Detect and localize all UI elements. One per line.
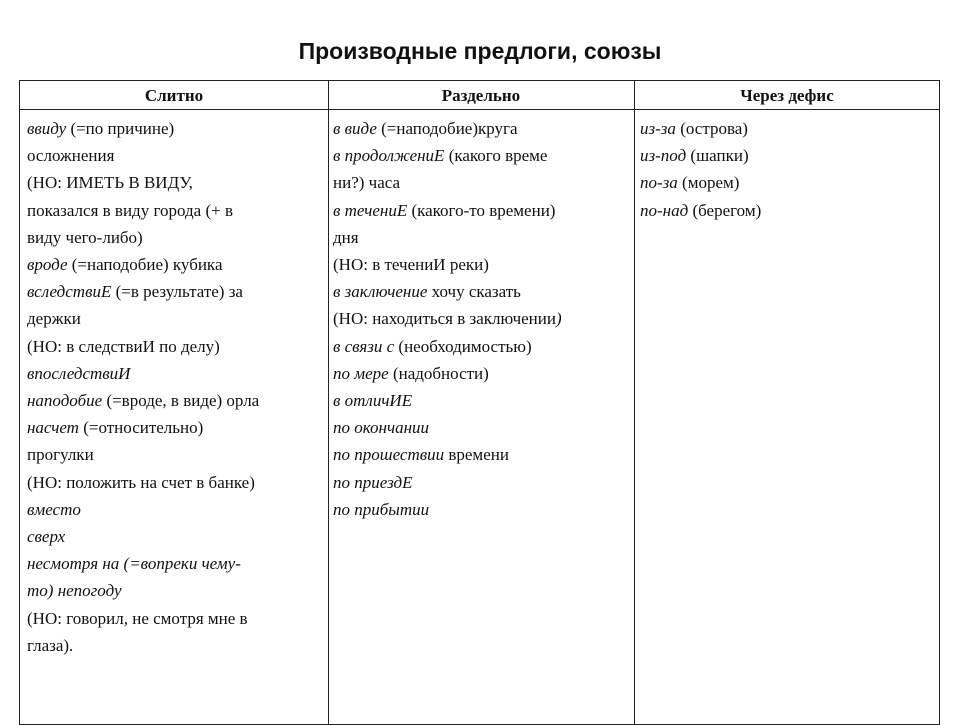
header-together: Слитно xyxy=(144,86,204,105)
plain-text: (=наподобие)круга xyxy=(376,119,518,138)
plain-text: (НО: ИМЕТЬ В ВИДУ, xyxy=(27,173,193,193)
plain-text: глаза). xyxy=(27,635,74,655)
plain-text: (НО: в течениИ реки) xyxy=(333,255,489,275)
plain-text: (острова) xyxy=(675,119,748,138)
italic-term: ) xyxy=(555,309,562,329)
table-line xyxy=(27,197,325,224)
italic-term: по окончании xyxy=(333,418,430,438)
spelling-table xyxy=(19,80,940,725)
table-line xyxy=(27,577,325,604)
table-line xyxy=(333,115,631,142)
table-line xyxy=(333,197,631,224)
italic-term: по мере xyxy=(333,363,389,383)
header-divider xyxy=(20,109,939,110)
column-hyphen xyxy=(640,115,936,224)
italic-term: ввиду xyxy=(27,119,67,138)
column-divider xyxy=(634,81,635,724)
italic-term: насчет xyxy=(27,418,79,438)
table-line xyxy=(333,169,631,196)
plain-text: (берегом) xyxy=(688,200,762,220)
table-line xyxy=(27,224,325,251)
italic-term: впоследствиИ xyxy=(27,363,131,383)
header-separate: Раздельно xyxy=(441,86,521,105)
table-line xyxy=(640,142,936,169)
table-line xyxy=(333,142,631,169)
italic-term: в заключение xyxy=(333,282,428,302)
italic-term: из-под xyxy=(640,146,687,166)
plain-text: (НО: говорил, не смотря мне в xyxy=(27,608,248,628)
table-line xyxy=(27,251,325,278)
italic-term: по-за xyxy=(640,173,678,193)
table-line xyxy=(333,360,631,387)
table-line xyxy=(27,115,325,142)
table-line xyxy=(27,278,325,305)
column-divider xyxy=(328,81,329,724)
table-line xyxy=(333,224,631,251)
plain-text: (какого-то времени) xyxy=(407,200,556,220)
plain-text: (НО: находиться в заключении xyxy=(333,309,556,329)
italic-term: по приездЕ xyxy=(333,472,413,492)
table-line xyxy=(27,605,325,632)
plain-text: ни?) часа xyxy=(333,173,401,193)
header-hyphen: Через дефис xyxy=(740,86,834,105)
italic-term: из-за xyxy=(640,119,676,138)
table-line xyxy=(27,441,325,468)
plain-text: осложнения xyxy=(27,146,115,166)
italic-term: в связи с xyxy=(333,336,395,356)
italic-term: по прибытии xyxy=(333,499,430,519)
plain-text: виду чего-либо) xyxy=(27,227,143,247)
table-line xyxy=(27,414,325,441)
italic-term: сверх xyxy=(27,527,66,547)
italic-term: в продолжениЕ xyxy=(333,146,445,166)
plain-text: (=в результате) за xyxy=(111,282,243,302)
plain-text: (НО: положить на счет в банке) xyxy=(27,472,255,492)
italic-term: то) непогоду xyxy=(27,581,122,601)
plain-text: (=относительно) xyxy=(78,418,204,438)
table-line xyxy=(333,305,631,332)
plain-text: прогулки xyxy=(27,445,94,465)
plain-text: (=вроде, в виде) орла xyxy=(102,391,260,411)
table-line xyxy=(27,360,325,387)
plain-text: времени xyxy=(444,445,509,465)
plain-text: (=наподобие) кубика xyxy=(67,255,223,275)
table-line xyxy=(27,632,325,659)
column-separate xyxy=(333,115,631,523)
table-line xyxy=(27,142,325,169)
table-line xyxy=(27,333,325,360)
plain-text: хочу сказать xyxy=(427,282,521,302)
italic-term: по прошествии xyxy=(333,445,445,465)
table-line xyxy=(333,469,631,496)
table-line xyxy=(640,115,936,142)
italic-term: несмотря на (=вопреки чему- xyxy=(27,554,241,574)
table-line xyxy=(333,496,631,523)
plain-text: (необходимостью) xyxy=(394,336,532,356)
page-title: Производные предлоги, союзы xyxy=(298,38,662,64)
table-line xyxy=(27,523,325,550)
plain-text: дня xyxy=(333,227,359,247)
italic-term: в течениЕ xyxy=(333,200,408,220)
table-line xyxy=(27,469,325,496)
italic-term: в отличИЕ xyxy=(333,391,413,411)
table-line xyxy=(640,169,936,196)
table-line xyxy=(333,278,631,305)
table-line xyxy=(333,251,631,278)
italic-term: в виде xyxy=(333,119,377,138)
plain-text: (шапки) xyxy=(686,146,749,166)
table-line xyxy=(27,169,325,196)
italic-term: вроде xyxy=(27,255,68,275)
table-line xyxy=(27,387,325,414)
table-line xyxy=(27,305,325,332)
table-line xyxy=(333,387,631,414)
table-line xyxy=(333,441,631,468)
table-line xyxy=(333,414,631,441)
plain-text: держки xyxy=(27,309,81,329)
table-line xyxy=(27,496,325,523)
plain-text: (какого време xyxy=(444,146,548,166)
plain-text: (=по причине) xyxy=(66,119,175,138)
column-together xyxy=(27,115,325,659)
italic-term: наподобие xyxy=(27,391,103,411)
italic-term: по-над xyxy=(640,200,689,220)
italic-term: вместо xyxy=(27,499,81,519)
plain-text: показался в виду города (+ в xyxy=(27,200,233,220)
plain-text: (НО: в следствиИ по делу) xyxy=(27,336,220,356)
italic-term: вследствиЕ xyxy=(27,282,112,302)
plain-text: (морем) xyxy=(677,173,740,193)
table-line xyxy=(333,333,631,360)
table-line xyxy=(27,550,325,577)
plain-text: (надобности) xyxy=(388,363,489,383)
table-line xyxy=(640,197,936,224)
